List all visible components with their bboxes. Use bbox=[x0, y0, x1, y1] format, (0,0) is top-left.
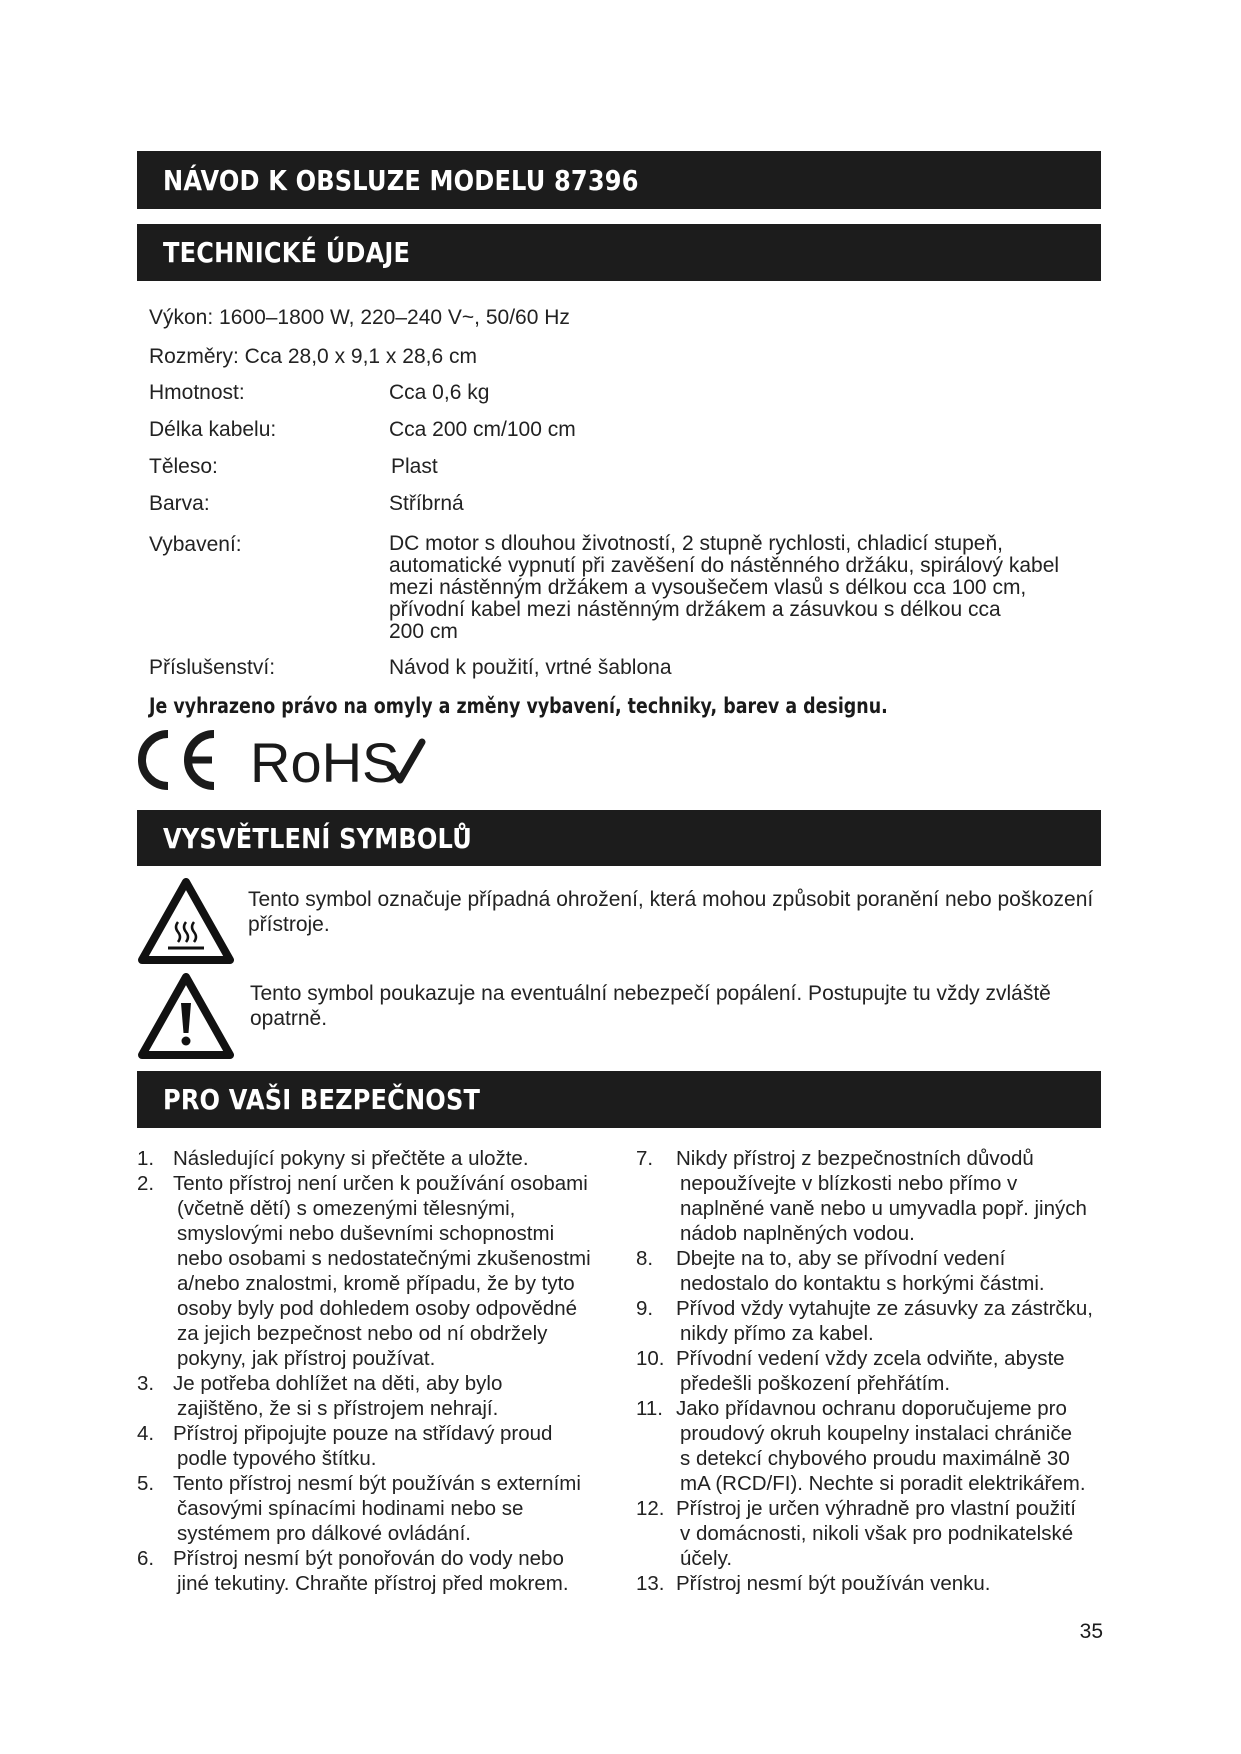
list-item bbox=[137, 1171, 637, 1371]
item-line: smyslovými nebo duševními schopnostmi bbox=[177, 1222, 555, 1245]
list-item bbox=[636, 1396, 1116, 1496]
list-item bbox=[636, 1346, 1116, 1396]
technical-data-title: TECHNICKÉ ÚDAJE bbox=[163, 236, 411, 269]
item-number: 8. bbox=[636, 1247, 654, 1270]
item-number: 6. bbox=[137, 1547, 155, 1570]
symbol-hot-description bbox=[248, 887, 1128, 937]
item-number: 7. bbox=[636, 1147, 654, 1170]
item-line: proudový okruh koupelny instalaci chrániče bbox=[680, 1422, 1073, 1445]
item-number: 3. bbox=[137, 1372, 155, 1395]
item-line: systémem pro dálkové ovládání. bbox=[177, 1522, 471, 1545]
spec-equipment-label: Vybavení: bbox=[149, 533, 242, 556]
page-number: 35 bbox=[1079, 1620, 1103, 1643]
spec-accessories-value: Návod k použití, vrtné šablona bbox=[389, 656, 672, 679]
manual-title: NÁVOD K OBSLUZE MODELU 87396 bbox=[163, 163, 639, 197]
item-line: účely. bbox=[680, 1547, 733, 1570]
item-line: nedostalo do kontaktu s horkými částmi. bbox=[680, 1272, 1045, 1295]
list-item bbox=[137, 1421, 637, 1471]
manual-title-bar bbox=[137, 151, 1101, 209]
item-line: s detekcí chybového proudu maximálně 30 bbox=[680, 1447, 1070, 1470]
list-item bbox=[137, 1371, 637, 1421]
item-line: Je potřeba dohlížet na děti, aby bylo bbox=[173, 1372, 503, 1395]
item-number: 1. bbox=[137, 1147, 155, 1170]
item-line: Přístroj nesmí být používán venku. bbox=[676, 1572, 991, 1595]
item-line: jiné tekutiny. Chraňte přístroj před mokrem. bbox=[177, 1572, 569, 1595]
spec-weight-label: Hmotnost: bbox=[149, 381, 245, 404]
equipment-line: DC motor s dlouhou životností, 2 stupně rychlosti, chladicí stupeň, bbox=[389, 532, 1003, 555]
list-item bbox=[636, 1146, 1116, 1246]
safety-header bbox=[137, 1071, 1101, 1128]
safety-title: PRO VAŠI BEZPEČNOST bbox=[163, 1083, 481, 1116]
list-item bbox=[137, 1471, 637, 1546]
safety-list-right bbox=[636, 1146, 1116, 1596]
item-line: časovými spínacími hodinami nebo se bbox=[177, 1497, 524, 1520]
item-number: 9. bbox=[636, 1297, 654, 1320]
rohs-mark: RoHS bbox=[250, 731, 400, 790]
certification-marks bbox=[138, 728, 438, 790]
item-line: Nikdy přístroj z bezpečnostních důvodů bbox=[676, 1147, 1034, 1170]
item-line: zajištěno, že si s přístrojem nehrají. bbox=[177, 1397, 499, 1420]
item-line: v domácnosti, nikoli však pro podnikatelské bbox=[680, 1522, 1074, 1545]
list-item bbox=[137, 1146, 637, 1171]
spec-color-label: Barva: bbox=[149, 492, 210, 515]
item-number: 10. bbox=[636, 1347, 665, 1370]
spec-body-label: Těleso: bbox=[149, 455, 218, 478]
item-line: nádob naplněných vodou. bbox=[680, 1222, 915, 1245]
item-line: Dbejte na to, aby se přívodní vedení bbox=[676, 1247, 1006, 1270]
equipment-line: automatické vypnutí při zavěšení do nástěnného držáku, spirálový kabel bbox=[389, 554, 1060, 577]
item-line: Přístroj je určen výhradně pro vlastní použití bbox=[676, 1497, 1076, 1520]
spec-body-value: Plast bbox=[391, 455, 438, 478]
list-item bbox=[636, 1296, 1116, 1346]
spec-equipment-value bbox=[389, 533, 1109, 643]
item-line: Jako přídavnou ochranu doporučujeme pro bbox=[676, 1397, 1067, 1420]
item-number: 2. bbox=[137, 1172, 155, 1195]
technical-data-header bbox=[137, 224, 1101, 281]
item-line: Přístroj připojujte pouze na střídavý proud bbox=[173, 1422, 553, 1445]
spec-accessories-label: Příslušenství: bbox=[149, 656, 276, 679]
list-item bbox=[636, 1571, 1116, 1596]
disclaimer-text: Je vyhrazeno právo na omyly a změny vybavení, techniky, barev a designu. bbox=[149, 694, 888, 718]
equipment-line: přívodní kabel mezi nástěnným držákem a zásuvkou s délkou cca bbox=[389, 598, 1001, 621]
item-line: předešli poškození přehřátím. bbox=[680, 1372, 951, 1395]
ce-mark bbox=[142, 734, 214, 786]
item-number: 4. bbox=[137, 1422, 155, 1445]
spec-cable-value: Cca 200 cm/100 cm bbox=[389, 418, 576, 441]
disclaimer bbox=[149, 694, 1039, 718]
item-line: pokyny, jak přístroj používat. bbox=[177, 1347, 436, 1370]
list-item bbox=[636, 1496, 1116, 1571]
exclamation-warning-icon bbox=[138, 973, 234, 1064]
item-line: Tento přístroj není určen k používání osobami bbox=[173, 1172, 588, 1195]
item-line: osoby byly pod dohledem osoby odpovědné bbox=[177, 1297, 578, 1320]
spec-power: Výkon: 1600–1800 W, 220–240 V~, 50/60 Hz bbox=[149, 306, 570, 329]
item-line: nikdy přímo za kabel. bbox=[680, 1322, 874, 1345]
equipment-line: 200 cm bbox=[389, 620, 458, 643]
equipment-line: mezi nástěnným držákem a vysoušečem vlasů s délkou cca 100 cm, bbox=[389, 576, 1027, 599]
symbol-hot-line: přístroje. bbox=[248, 913, 330, 936]
item-line: za jejich bezpečnost nebo od ní obdržely bbox=[177, 1322, 548, 1345]
item-line: Přístroj nesmí být ponořován do vody nebo bbox=[173, 1547, 564, 1570]
item-number: 5. bbox=[137, 1472, 155, 1495]
spec-dimensions: Rozměry: Cca 28,0 x 9,1 x 28,6 cm bbox=[149, 345, 477, 368]
symbol-hot-line: Tento symbol označuje případná ohrožení, která mohou způsobit poranění nebo poškození bbox=[248, 888, 1094, 911]
item-line: Následující pokyny si přečtěte a uložte. bbox=[173, 1147, 529, 1170]
item-line: naplněné vaně nebo u umyvadla popř. jiných bbox=[680, 1197, 1087, 1220]
spec-weight-value: Cca 0,6 kg bbox=[389, 381, 490, 404]
list-item bbox=[636, 1246, 1116, 1296]
spec-color-value: Stříbrná bbox=[389, 492, 464, 515]
safety-list-left bbox=[137, 1146, 637, 1596]
item-number: 13. bbox=[636, 1572, 665, 1595]
list-item bbox=[137, 1546, 637, 1596]
item-line: Přívodní vedení vždy zcela odviňte, abyste bbox=[676, 1347, 1065, 1370]
item-line: Tento přístroj nesmí být používán s externími bbox=[173, 1472, 581, 1495]
symbols-header bbox=[137, 810, 1101, 866]
item-number: 12. bbox=[636, 1497, 665, 1520]
item-line: nepoužívejte v blízkosti nebo přímo v bbox=[680, 1172, 1018, 1195]
item-line: a/nebo znalostmi, kromě případu, že by tyto bbox=[177, 1272, 575, 1295]
symbol-warning-line: Tento symbol poukazuje na eventuální nebezpečí popálení. Postupujte tu vždy zvláště bbox=[250, 982, 1051, 1005]
item-line: podle typového štítku. bbox=[177, 1447, 377, 1470]
hot-surface-warning-icon bbox=[138, 878, 234, 969]
ce-rohs-logo bbox=[138, 728, 438, 790]
symbol-warning-description bbox=[250, 981, 1130, 1031]
item-line: mA (RCD/FI). Nechte si poradit elektrikářem. bbox=[680, 1472, 1086, 1495]
item-line: Přívod vždy vytahujte ze zásuvky za zástrčku, bbox=[676, 1297, 1093, 1320]
symbols-title: VYSVĚTLENÍ SYMBOLŮ bbox=[163, 821, 472, 855]
item-number: 11. bbox=[636, 1397, 663, 1420]
symbol-warning-line: opatrně. bbox=[250, 1007, 328, 1030]
item-line: (včetně dětí) s omezenými tělesnými, bbox=[177, 1197, 516, 1220]
item-line: nebo osobami s nedostatečnými zkušenostmi bbox=[177, 1247, 591, 1270]
spec-cable-label: Délka kabelu: bbox=[149, 418, 277, 441]
